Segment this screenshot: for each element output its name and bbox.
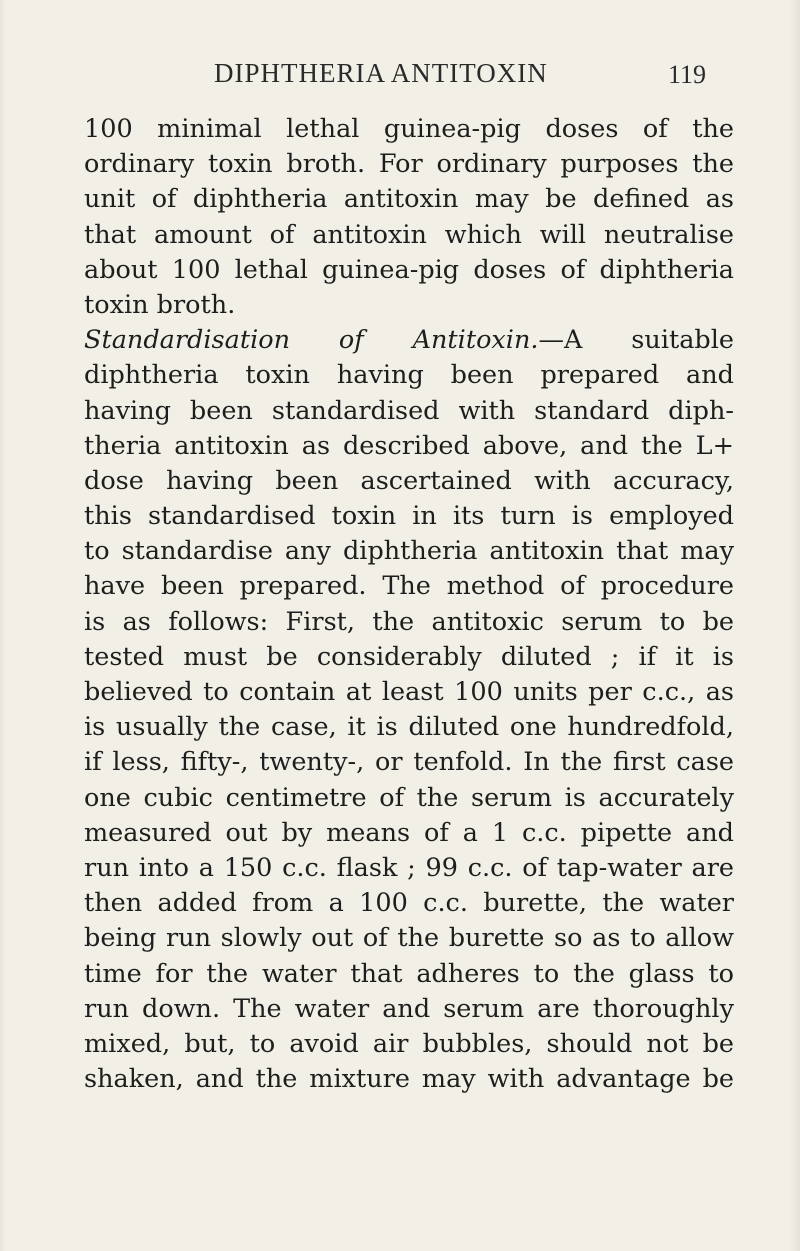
text-line: unit of diphtheria antitoxin may be defined as xyxy=(84,184,734,215)
section-heading: Standardisation of Antitoxin. xyxy=(84,325,539,356)
section-heading-line xyxy=(84,323,734,358)
page-left-edge xyxy=(0,0,6,1251)
text-line: to standardise any diphtheria antitoxin that may xyxy=(84,536,734,567)
running-head: DIPHTHERIA ANTITOXIN xyxy=(214,58,548,88)
text-line: 100 minimal lethal guinea-pig doses of the xyxy=(84,114,734,144)
text-line: having been standardised with standard diph- xyxy=(84,395,734,426)
body-text xyxy=(84,112,734,1097)
text-line: have been prepared. The method of procedure xyxy=(84,571,734,602)
text-line: this standardised toxin in its turn is employed xyxy=(84,501,734,532)
text-line: is usually the case, it is diluted one hundredfold, xyxy=(84,712,734,743)
section-heading-continuation: —A suitable xyxy=(538,325,734,356)
text-line: that amount of antitoxin which will neutralise xyxy=(84,219,734,250)
text-line: tested must be considerably diluted ; if it is xyxy=(84,641,734,672)
text-line: shaken, and the mixture may with advantage be xyxy=(84,1064,734,1095)
text-line: then added from a 100 c.c. burette, the water xyxy=(84,888,734,919)
text-line: if less, fifty-, twenty-, or tenfold. In the first case xyxy=(84,747,734,778)
text-line: being run slowly out of the burette so as to allow xyxy=(84,923,734,954)
page-header xyxy=(0,58,800,98)
page-right-edge xyxy=(790,0,800,1251)
text-line: believed to contain at least 100 units per c.c., as xyxy=(84,677,734,707)
text-line: toxin broth. xyxy=(84,289,236,320)
text-line: diphtheria toxin having been prepared and xyxy=(84,360,734,391)
page-number: 119 xyxy=(668,60,707,89)
text-line: dose having been ascertained with accuracy, xyxy=(84,465,734,496)
text-line: is as follows: First, the antitoxic serum to be xyxy=(84,606,734,637)
text-line: ordinary toxin broth. For ordinary purposes the xyxy=(84,149,734,180)
text-line: theria antitoxin as described above, and the L+ xyxy=(84,430,734,461)
text-line: run into a 150 c.c. flask ; 99 c.c. of tap-water are xyxy=(84,852,734,883)
text-line: time for the water that adheres to the glass to xyxy=(84,958,734,989)
text-line: one cubic centimetre of the serum is accurately xyxy=(84,782,734,813)
text-line: mixed, but, to avoid air bubbles, should not be xyxy=(84,1028,734,1059)
text-line: measured out by means of a 1 c.c. pipette and xyxy=(84,817,734,848)
text-line: run down. The water and serum are thoroughly xyxy=(84,993,734,1024)
text-line: about 100 lethal guinea-pig doses of diphtheria xyxy=(84,254,734,285)
